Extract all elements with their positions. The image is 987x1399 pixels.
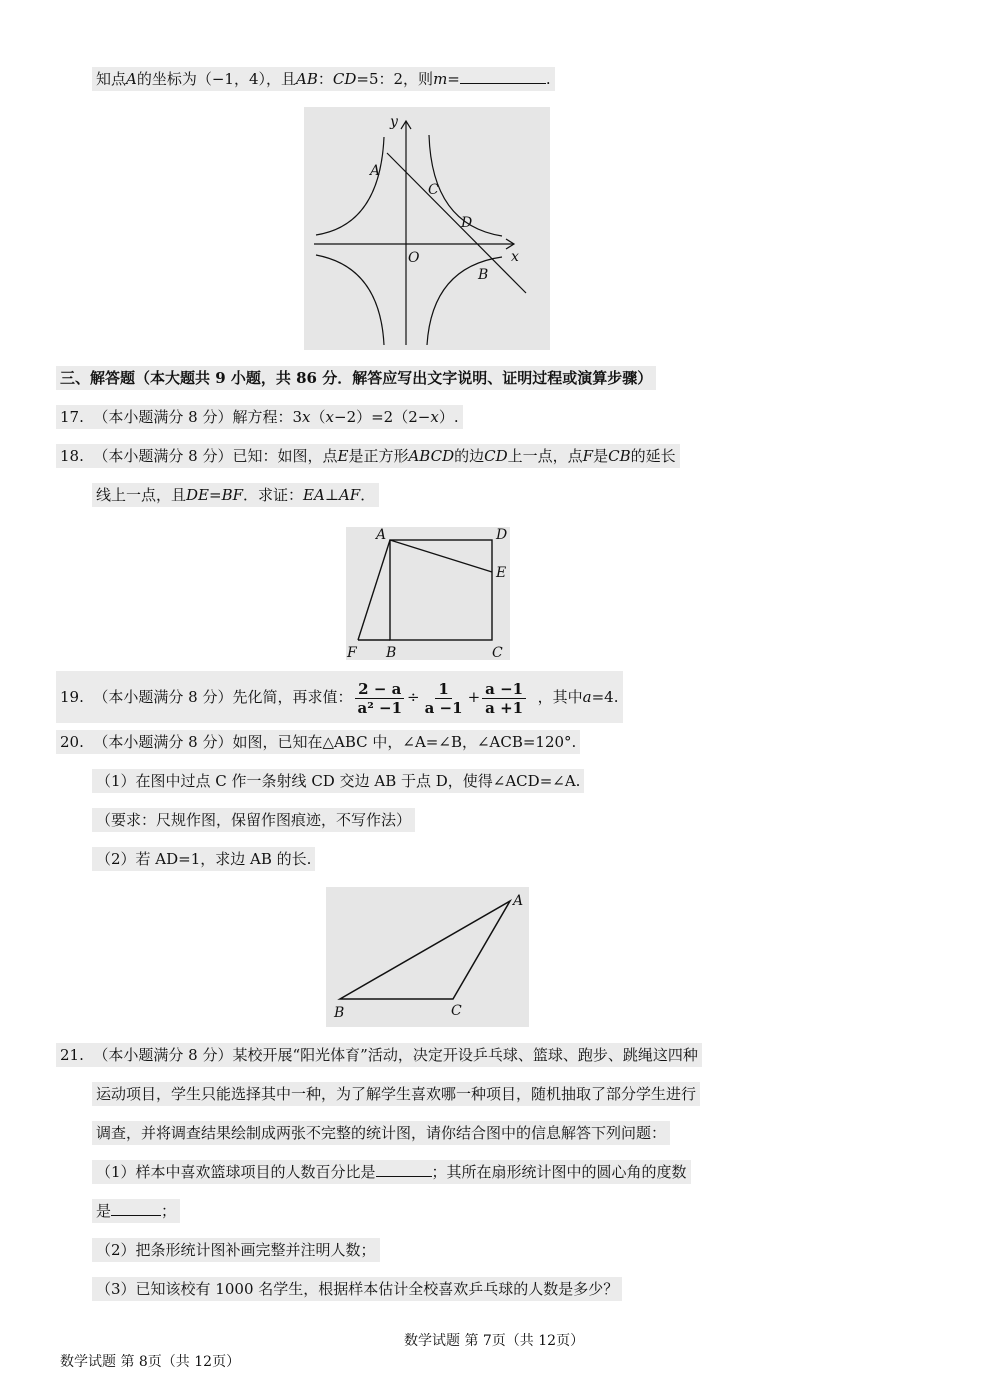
question-21-part-3 [92, 1277, 622, 1301]
q17-eq: −2）=2（2− [334, 408, 431, 426]
fraction-3 [482, 680, 526, 717]
q18-text: = [209, 486, 222, 504]
q18-text: （本小题满分 8 分）已知：如图，点 [93, 447, 338, 465]
question-21-part-2 [92, 1238, 380, 1262]
q18-text: 是 [593, 447, 609, 465]
fraction-2-numerator: 1 [435, 680, 451, 699]
label-d: D [496, 527, 508, 543]
question-21-part-1 [92, 1160, 691, 1184]
q18-text: ．求证： [243, 486, 304, 504]
page-footer-left [60, 1350, 240, 1374]
q19-number: 19. [60, 688, 84, 706]
q17-var: x [325, 408, 334, 426]
q17-eq: 3 [292, 408, 303, 426]
q21-text: ； [161, 1202, 177, 1220]
label-b: B [334, 1005, 345, 1021]
figure-hyperbola [304, 107, 550, 350]
q18-text: 的延长 [630, 447, 676, 465]
q21-text: （1）样本中喜欢篮球项目的人数百分比是 [96, 1163, 376, 1181]
q16-answer-blank[interactable] [460, 67, 546, 84]
q18-var: EA [303, 486, 325, 504]
page-footer-center [404, 1329, 584, 1353]
q21-text: （3）已知该校有 1000 名学生，根据样本估计全校喜欢乒乓球的人数是多少？ [96, 1280, 619, 1298]
q16-text: . [545, 70, 551, 88]
question-18-line-2 [92, 483, 379, 507]
question-20-part-2 [92, 847, 315, 871]
question-17 [56, 405, 463, 429]
footer-center-text: 数学试题 第 7页（共 12页） [404, 1333, 585, 1349]
q17-var: x [302, 408, 311, 426]
hyperbola-branch-q3 [316, 255, 384, 345]
q21-text: （2）把条形统计图补画完整并注明人数； [96, 1241, 376, 1259]
q21-text: 是 [96, 1202, 112, 1220]
question-20-requirement [92, 808, 415, 832]
hyperbola-svg [304, 107, 550, 350]
label-a: A [513, 893, 524, 909]
section-3-title-text: 三、解答题（本大题共 9 小题，共 86 分．解答应写出文字说明、证明过程或演算步骤） [60, 369, 653, 387]
q17-var: x [430, 408, 439, 426]
question-20-part-1 [92, 769, 584, 793]
line-ab [387, 153, 526, 293]
q16-text: 的坐标为（−1，4），且 [136, 70, 297, 88]
q18-text: ⊥ [324, 486, 339, 504]
q16-m: m [433, 70, 448, 88]
q19-operator: + [467, 688, 481, 706]
label-d: D [461, 215, 473, 231]
label-a: A [376, 527, 387, 543]
q20-text: （1）在图中过点 C 作一条射线 CD 交边 AB 于点 D，使得∠ACD=∠A. [96, 772, 581, 790]
fraction-2 [422, 680, 466, 717]
q16-text: 知点 [96, 70, 127, 88]
question-20-line-1 [56, 730, 580, 754]
q18-var: E [337, 447, 349, 465]
q16-var-a: A [126, 70, 137, 88]
q18-var: ABCD [408, 447, 455, 465]
q17-number: 17. [60, 408, 84, 426]
fraction-1-numerator: 2 − a [355, 680, 404, 699]
q18-text: 线上一点，且 [96, 486, 187, 504]
figure-square [346, 527, 510, 660]
square-abcd [390, 540, 492, 640]
q21-angle-blank[interactable] [111, 1199, 161, 1216]
label-c: C [492, 645, 503, 660]
q17-eq: ）. [438, 408, 459, 426]
fraction-3-denominator: a +1 [485, 698, 524, 717]
q18-text: ． [360, 486, 376, 504]
q19-text: =4. [591, 688, 619, 706]
square-svg [346, 527, 510, 660]
fraction-1 [355, 680, 406, 717]
question-21-line-1 [56, 1043, 702, 1067]
q17-head: （本小题满分 8 分）解方程： [93, 408, 293, 426]
figure-triangle [326, 887, 529, 1027]
q18-var: CB [608, 447, 631, 465]
label-c: C [451, 1003, 462, 1019]
fraction-1-denominator: a² −1 [357, 698, 403, 717]
segment-ae [390, 540, 492, 572]
q16-text: = [447, 70, 460, 88]
q21-percent-blank[interactable] [376, 1160, 432, 1177]
q18-text: 的边 [454, 447, 485, 465]
q21-text: ；其所在扇形统计图中的圆心角的度数 [431, 1163, 687, 1181]
q16-cd: CD [332, 70, 357, 88]
q21-number: 21. [60, 1046, 84, 1064]
triangle-abc [340, 901, 510, 999]
q18-text: 上一点，点 [507, 447, 583, 465]
q16-tail-line [92, 67, 555, 91]
q18-var: AF [338, 486, 361, 504]
q20-text: （2）若 AD=1，求边 AB 的长. [96, 850, 312, 868]
question-21-line-3 [92, 1121, 670, 1145]
label-e: E [496, 565, 507, 581]
fraction-3-numerator: a −1 [482, 680, 526, 699]
q18-var: CD [484, 447, 508, 465]
footer-left-text: 数学试题 第 8页（共 12页） [60, 1354, 241, 1370]
q20-text: （要求：尺规作图，保留作图痕迹，不写作法） [96, 811, 412, 829]
q19-text: ，其中 [537, 688, 583, 706]
label-o: O [408, 250, 420, 266]
label-f: F [347, 645, 357, 660]
q21-text: 运动项目，学生只能选择其中一种，为了解学生喜欢哪一种项目，随机抽取了部分学生进行 [96, 1085, 697, 1103]
q18-var: F [582, 447, 594, 465]
question-21-part-1-cont [92, 1199, 180, 1223]
q16-text: ： [317, 70, 333, 88]
segment-af [358, 540, 390, 640]
label-y: y [390, 114, 398, 130]
fraction-2-denominator: a −1 [424, 698, 463, 717]
section-3-title [56, 366, 656, 390]
q19-var: a [582, 688, 592, 706]
label-x: x [511, 249, 519, 265]
q21-text: （本小题满分 8 分）某校开展“阳光体育”活动，决定开设乒乓球、篮球、跑步、跳绳这四种 [93, 1046, 698, 1064]
q19-head: （本小题满分 8 分）先化简，再求值： [93, 688, 353, 706]
triangle-svg [326, 887, 529, 1027]
hyperbola-branch-q2 [316, 137, 384, 235]
question-19 [56, 671, 623, 723]
hyperbola-branch-q4 [427, 257, 502, 345]
q16-ab: AB [296, 70, 318, 88]
q18-number: 18. [60, 447, 84, 465]
q18-var: DE [186, 486, 209, 504]
question-21-line-2 [92, 1082, 700, 1106]
label-b: B [478, 267, 489, 283]
label-b: B [386, 645, 397, 660]
question-18-line-1 [56, 444, 680, 468]
q18-var: BF [221, 486, 244, 504]
q16-text: =5：2，则 [356, 70, 434, 88]
q19-operator: ÷ [407, 688, 420, 706]
q21-text: 调查，并将调查结果绘制成两张不完整的统计图，请你结合图中的信息解答下列问题： [96, 1124, 667, 1142]
q20-number: 20. [60, 733, 84, 751]
label-c: C [428, 182, 439, 198]
label-a: A [370, 163, 381, 179]
q17-eq: （ [310, 408, 326, 426]
q18-text: 是正方形 [348, 447, 409, 465]
q20-text: （本小题满分 8 分）如图，已知在△ABC 中，∠A=∠B，∠ACB=120°. [93, 733, 577, 751]
